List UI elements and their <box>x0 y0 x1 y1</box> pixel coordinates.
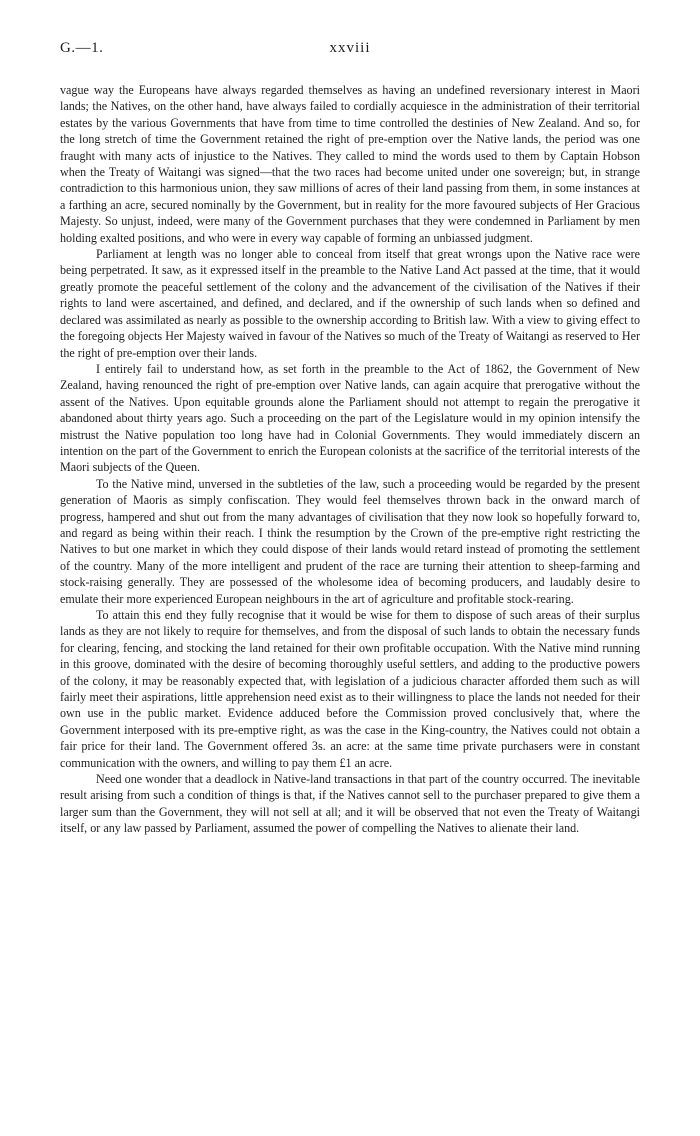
page-number: xxviii <box>329 40 371 56</box>
page-header <box>60 40 640 66</box>
body-text <box>60 82 640 837</box>
paragraph: Parliament at length was no longer able to conceal from itself that great wrongs upon the Native race were being perpetrated. It saw, as it expressed itself in the preamble to the Native Land Act passed at the time, that it would greatly promote the peaceful settlement of the colony and the advancement of the civilisation of the Natives if their rights to land were ascertained, and defined, and declared, and if the ownership of such lands when so defined and declared was assimilated as nearly as possible to the ownership according to British law. With a view to giving effect to the foregoing objects Her Majesty waived in favour of the Natives so much of the Treaty of Waitangi as reserved to Her the right of pre-emption over their lands. <box>60 247 640 360</box>
paragraph: I entirely fail to understand how, as set forth in the preamble to the Act of 1862, the Government of New Zealand, having renounced the right of pre-emption over Native lands, can again acquire that prerogative without the assent of the Natives. Upon equitable grounds alone the Parliament should not attempt to regain the prerogative it abandoned about thirty years ago. Such a proceeding on the part of the Legislature would in my opinion intensify the mistrust the Native population too long have had in Colonial Governments. They would immediately discern an intention on the part of the Government to enrich the European colonists at the sacrifice of the territorial interests of the Maori subjects of the Queen. <box>60 361 640 475</box>
paragraph-continued: vague way the Europeans have always regarded themselves as having an undefined reversionary interest in Maori lands; the Natives, on the other hand, have always failed to cordially acquiesce in the administration of their territorial estates by the various Governments that have from time to time controlled the destinies of New Zealand. And so, for the long stretch of time the Government retained the right of pre-emption over the Native lands, the period was one fraught with many acts of injustice to the Natives. They called to mind the words used to them by Captain Hobson when the Treaty of Waitangi was signed—that the two races had become united under one sovereign; but, in strange contradiction to this harmonious union, they saw millions of acres of their land passing from them, in some instances at a farthing an acre, secured nominally by the Government, but in reality for the more favoured subjects of Her Gracious Majesty. So unjust, indeed, were many of the Government purchases that they were condemned in Parliament by men holding exalted positions, and who were in every way capable of forming an unbiassed judgment. <box>60 83 640 245</box>
paragraph: To attain this end they fully recognise that it would be wise for them to dispose of such areas of their surplus lands as they are not likely to require for themselves, and from the disposal of such lands to obtain the necessary funds for clearing, fencing, and stocking the land retained for their own profitable occupation. With the Native mind running in this groove, dominated with the desire of becoming thoroughly useful settlers, and adding to the productive powers of the colony, it may be reasonably expected that, with legislation of a judicious character afforded them such as will fairly meet their aspirations, little apprehension need exist as to their willingness to place the lands not needed for their own use in the public market. Evidence adduced before the Commission proved conclusively that, where the Government interposed with its pre-emptive right, as was the case in the King-country, the Natives could not obtain a fair price for their land. The Government offered 3s. an acre: at the same time private purchasers were in constant communication with the owners, and willing to pay them £1 an acre. <box>60 608 640 770</box>
paragraph: To the Native mind, unversed in the subtleties of the law, such a proceeding would be regarded by the present generation of Maoris as simply confiscation. They would feel themselves thrown back in the onward march of progress, hampered and shut out from the many advantages of civilisation that they now look so hopefully forward to, and regard as being within their reach. I think the resumption by the Crown of the pre-emptive right restricting the Natives to but one market in which they could dispose of their lands would retard instead of promoting the settlement of the country. Many of the more intelligent and prudent of the race are turning their attention to sheep-farming and stock-raising generally. They are possessed of the wholesome idea of becoming producers, and laudably desire to emulate their more experienced European neighbours in the art of agriculture and profitable stock-rearing. <box>60 476 640 606</box>
document-reference: G.—1. <box>60 40 104 56</box>
paragraph: Need one wonder that a deadlock in Native-land transactions in that part of the country occurred. The inevitable result arising from such a condition of things is that, if the Natives cannot sell to the purchaser prepared to give them a larger sum than the Government, they will not sell at all; and it will be observed that not even the Treaty of Waitangi itself, or any law passed by Parliament, assumed the power of compelling the Natives to alienate their land. <box>60 772 640 836</box>
